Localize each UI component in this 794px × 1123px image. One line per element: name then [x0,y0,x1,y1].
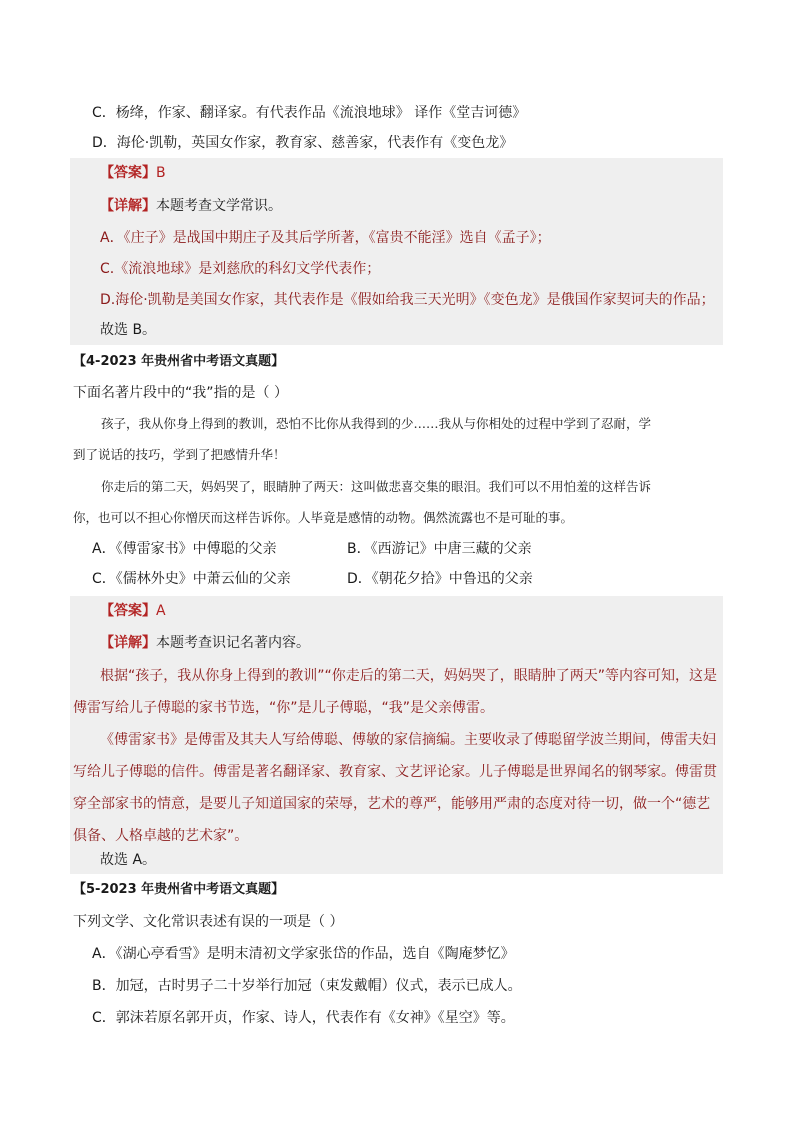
q5-option-b: B．加冠，古时男子二十岁举行加冠（束发戴帽）仪式，表示已成人。 [92,978,522,994]
answer-tag: 【答案】 [100,165,156,181]
q5-header: 【5-2023 年贵州省中考语文真题】 [73,882,285,897]
q3-option-d: D．海伦·凯勒，英国女作家，教育家、慈善家，代表作有《变色龙》 [92,135,514,151]
q4-option-c: C．《儒林外史》中萧云仙的父亲 [92,571,291,587]
q4-header: 【4-2023 年贵州省中考语文真题】 [73,354,285,369]
q3-detail-d: D.海伦·凯勒是美国女作家，其代表作是《假如给我三天光明》《变色龙》是俄国作家契诃夫的作品； [100,292,715,308]
q4-detail-para1: 根据“孩子，我从你身上得到的教训”“你走后的第二天，妈妈哭了，眼睛肿了两天”等内容可知，这是傅雷写给儿子傅聪的家书节选，“你”是儿子傅聪，“我”是父亲傅雷。 [73,668,718,716]
q3-conclusion: 故选 B。 [100,322,157,338]
q4-stem: 下面名著片段中的“我”指的是（ ） [73,385,288,401]
q4-conclusion: 故选 A。 [100,852,157,868]
q4-quote-p2-l1: 你走后的第二天，妈妈哭了，眼睛肿了两天：这叫做悲喜交集的眼泪。我们可以不用怕羞的这样告诉 [101,479,652,494]
q3-detail-a: A．《庄子》是战国中期庄子及其后学所著，《富贵不能淫》选自《孟子》； [100,230,551,246]
q3-option-c: C．杨绛，作家、翻译家。有代表作品《流浪地球》 译作《堂吉诃德》 [92,105,527,121]
q4-answer-line [100,601,750,621]
q5-option-a: A．《湖心亭看雪》是明末清初文学家张岱的作品，选自《陶庵梦忆》 [92,946,515,962]
q3-detail-line [100,196,750,216]
q5-option-c: C．郭沫若原名郭开贞，作家、诗人，代表作有《女神》《星空》等。 [92,1010,515,1026]
detail-intro: 本题考查文学常识。 [156,198,282,214]
q4-quote-p1-l2: 到了说话的技巧，学到了把感情升华！ [73,447,286,462]
q3-answer-box [70,158,723,345]
q4-detail-para2: 《傅雷家书》是傅雷及其夫人写给傅聪、傅敏的家信摘编。主要收录了傅聪留学波兰期间，傅雷夫妇写给儿子傅聪的信件。傅雷是著名翻译家、教育家、文艺评论家。儿子傅聪是世界闻名的钢琴家。傅雷贯穿全部家书的情意，是要儿子知道国家的荣辱，艺术的尊严，能够用严肃的态度对待一切，做一个“德艺俱备、人格卓越的艺术家”。 [73,732,717,844]
q4-quote-p2-l2: 你，也可以不担心你憎厌而这样告诉你。人毕竟是感情的动物。偶然流露也不是可耻的事。 [73,510,574,525]
q4-option-a: A．《傅雷家书》中傅聪的父亲 [92,541,277,557]
q5-stem: 下列文学、文化常识表述有误的一项是（ ） [73,914,344,930]
answer-value: A [156,603,166,619]
q3-answer-line [100,163,750,183]
answer-value: B [156,165,166,181]
q4-quote-p1-l1: 孩子，我从你身上得到的教训，恐怕不比你从我得到的少……我从与你相处的过程中学到了忍耐，学 [101,416,652,431]
q3-detail-c: C.《流浪地球》是刘慈欣的科幻文学代表作； [100,261,381,277]
q4-option-b: B．《西游记》中唐三藏的父亲 [347,541,532,557]
answer-tag: 【答案】 [100,603,156,619]
detail-tag: 【详解】 [100,198,156,214]
q4-option-d: D．《朝花夕拾》中鲁迅的父亲 [347,571,533,587]
detail-intro: 本题考查识记名著内容。 [156,635,310,651]
detail-tag: 【详解】 [100,635,156,651]
q4-detail-line [100,633,750,653]
